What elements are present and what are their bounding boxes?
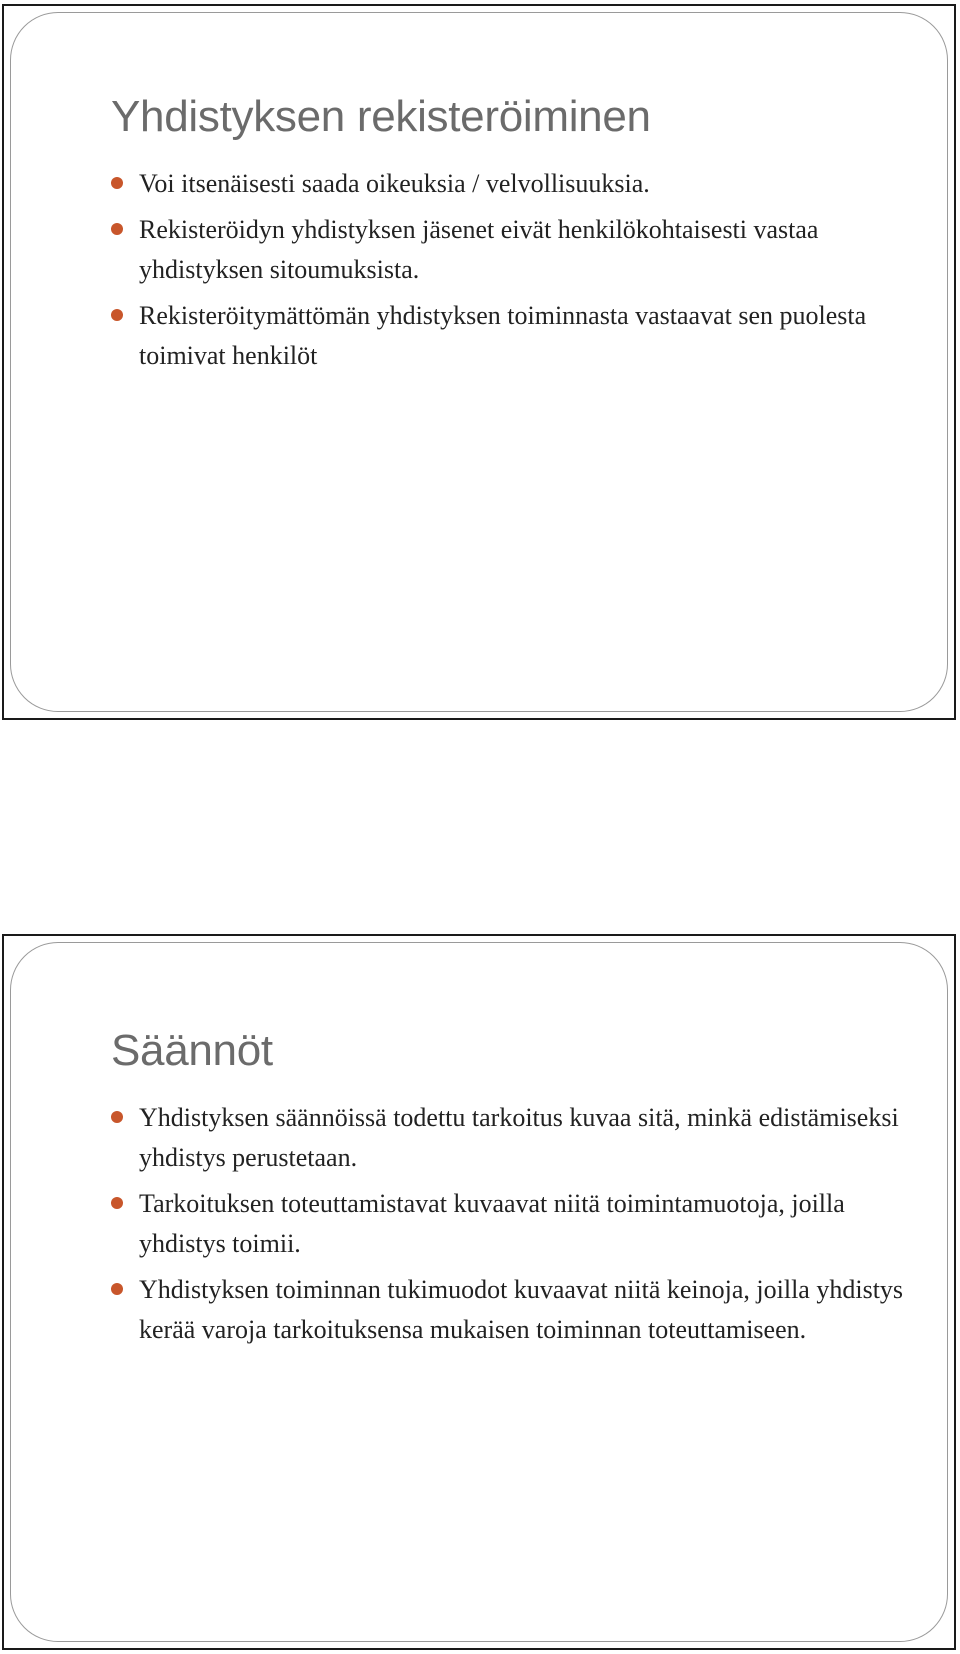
slide-1 [2,4,956,720]
slide-2-bullet-item-1 [111,1098,907,1178]
slide-1-bullet-item-2 [111,210,907,290]
bullet-dot-icon [111,177,123,189]
slide-1-content [111,91,907,382]
bullet-dot-icon [111,1197,123,1209]
bullet-dot-icon [111,1283,123,1295]
slide-1-title: Yhdistyksen rekisteröiminen [111,92,651,141]
bullet-text: Yhdistyksen toiminnan tukimuodot kuvaavat niitä keinoja, joilla yhdistys kerää varoja tarkoituksensa mukaisen toiminnan toteuttamiseen. [139,1274,904,1344]
bullet-text: Tarkoituksen toteuttamistavat kuvaavat niitä toimintamuotoja, joilla yhdistys toimii. [139,1188,845,1258]
slide-2-panel [10,942,948,1642]
slide-2-title: Säännöt [111,1026,273,1075]
slide-2-bullet-list [111,1098,907,1350]
bullet-dot-icon [111,223,123,235]
slide-1-bullet-item-1 [111,164,907,204]
slide-2-content [111,1025,907,1356]
bullet-text: Yhdistyksen säännöissä todettu tarkoitus kuvaa sitä, minkä edistämiseksi yhdistys perustetaan. [139,1102,899,1172]
slide-1-bullet-list [111,164,907,376]
slide-2-bullet-item-3 [111,1270,907,1350]
slide-2 [2,934,956,1650]
slide-2-bullet-item-2 [111,1184,907,1264]
slide-1-panel [10,12,948,712]
bullet-dot-icon [111,1111,123,1123]
bullet-text: Rekisteröitymättömän yhdistyksen toiminnasta vastaavat sen puolesta toimivat henkilöt [139,300,867,370]
slide-1-bullet-item-3 [111,296,907,376]
bullet-text: Rekisteröidyn yhdistyksen jäsenet eivät henkilökohtaisesti vastaa yhdistyksen sitoumuksista. [139,214,819,284]
bullet-text: Voi itsenäisesti saada oikeuksia / velvollisuuksia. [139,168,650,198]
bullet-dot-icon [111,309,123,321]
